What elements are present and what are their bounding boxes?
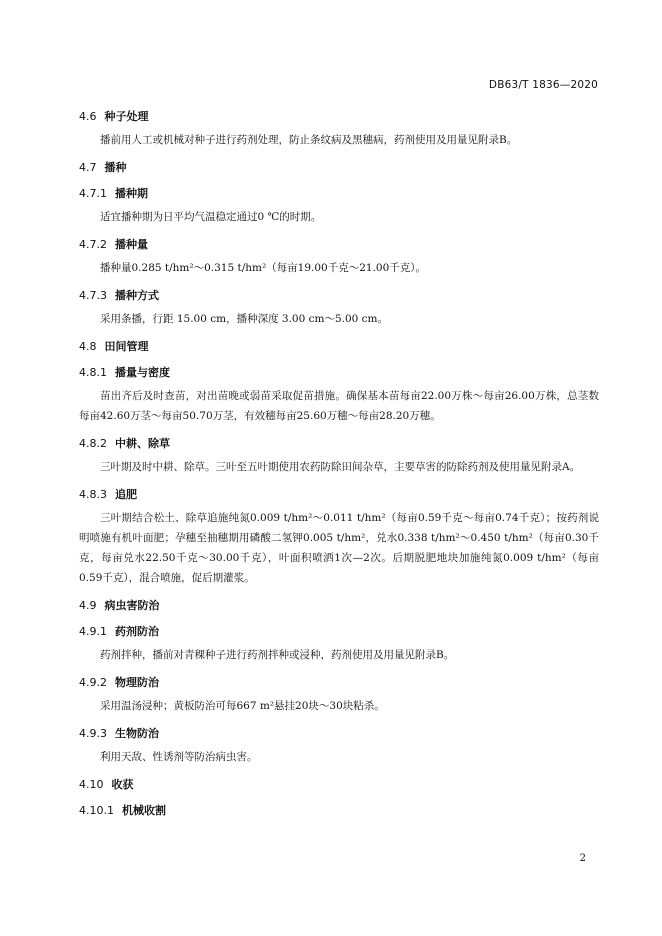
section-title: 播种量: [115, 238, 148, 251]
section-number: 4.8.1: [79, 366, 107, 379]
section-heading: [79, 104, 599, 130]
section-number: 4.9.2: [79, 676, 107, 689]
section-heading: [79, 721, 599, 747]
section-title: 药剂防治: [115, 625, 159, 638]
paragraph: 三叶期及时中耕、除草。三叶至五叶期使用农药防除田间杂草，主要草害的防除药剂及使用量见附录A。: [100, 461, 581, 473]
section-number: 4.8.2: [79, 437, 107, 450]
section-number: 4.7.2: [79, 238, 107, 251]
section-title: 播量与密度: [115, 366, 170, 379]
section-title: 生物防治: [115, 727, 159, 740]
paragraph: 三叶期结合松土、除草追施纯氮0.009 t/hm²～0.011 t/hm²（每亩0.59千克～每亩0.74千克）；按药剂说明喷施有机叶面肥；孕穗至抽穗期用磷酸二氢钾0.005 t/hm²，兑水0.338 t/hm²～0.450 t/hm²（每亩0.30千克，每亩兑水22.50千克～30.00千克），叶面积喷洒1次—2次。后期脱肥地块加施纯氮0.009 t/hm²（每亩0.59千克），混合喷施，促后期灌浆。: [79, 512, 599, 584]
paragraph: 采用温汤浸种；黄板防治可每667 m²悬挂20块～30块粘杀。: [100, 700, 385, 712]
paragraph: 苗出齐后及时查苗，对出苗晚或弱苗采取促苗措施。确保基本苗每亩22.00万株～每亩26.00万株，总茎数每亩42.60万茎～每亩50.70万茎，有效穗每亩25.60万穗～每亩28.20万穗。: [79, 390, 599, 422]
paragraph: 适宜播种期为日平均气温稳定通过0 ℃的时期。: [100, 211, 322, 223]
section-title: 收获: [111, 778, 134, 791]
section-number: 4.8.3: [79, 488, 107, 501]
section-heading: [79, 670, 599, 696]
paragraph: 采用条播，行距 15.00 cm，播种深度 3.00 cm～5.00 cm。: [100, 313, 389, 325]
section-heading: [79, 593, 599, 619]
section-heading: [79, 334, 599, 360]
section-number: 4.10.1: [79, 804, 114, 817]
section-heading: [79, 232, 599, 258]
section-number: 4.10: [79, 778, 104, 791]
section-title: 播种期: [115, 187, 148, 200]
section-title: 物理防治: [115, 676, 159, 689]
paragraph: 播种量0.285 t/hm²～0.315 t/hm²（每亩19.00千克～21.00千克）。: [100, 262, 427, 274]
section-title: 机械收割: [122, 804, 166, 817]
section-heading: [79, 283, 599, 309]
section-heading: [79, 181, 599, 207]
section-number: 4.9.1: [79, 625, 107, 638]
section-title: 病虫害防治: [104, 599, 160, 612]
section-number: 4.6: [79, 110, 97, 123]
section-heading: [79, 772, 599, 798]
document-code: DB63/T 1836—2020: [488, 79, 598, 91]
section-title: 种子处理: [104, 110, 149, 123]
section-number: 4.9: [79, 599, 97, 612]
section-heading: [79, 619, 599, 645]
section-title: 田间管理: [104, 340, 149, 353]
section-number: 4.9.3: [79, 727, 107, 740]
section-number: 4.7.1: [79, 187, 107, 200]
section-heading: [79, 360, 599, 386]
section-number: 4.7.3: [79, 289, 107, 302]
section-title: 播种: [104, 161, 127, 174]
paragraph: 药剂拌种，播前对青稞种子进行药剂拌种或浸种，药剂使用及用量见附录B。: [100, 649, 455, 661]
section-title: 追肥: [115, 488, 137, 501]
section-heading: [79, 431, 599, 457]
section-number: 4.7: [79, 161, 97, 174]
paragraph: 播前用人工或机械对种子进行药剂处理，防止条纹病及黑穗病，药剂使用及用量见附录B。: [100, 134, 518, 146]
section-title: 中耕、除草: [115, 437, 170, 450]
section-number: 4.8: [79, 340, 97, 353]
section-heading: [79, 482, 599, 508]
section-heading: [79, 798, 599, 824]
page-number: 2: [579, 853, 586, 864]
section-title: 播种方式: [115, 289, 159, 302]
document-body: [79, 104, 599, 824]
section-heading: [79, 155, 599, 181]
paragraph: 利用天敌、性诱剂等防治病虫害。: [100, 751, 258, 763]
